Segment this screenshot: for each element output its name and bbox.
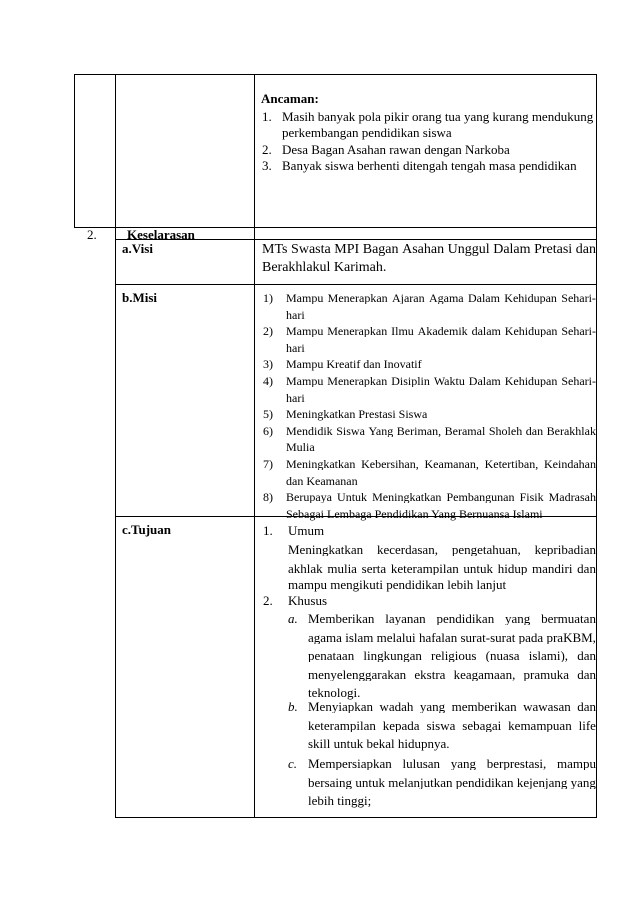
tujuan-khusus-item-1-letter: a. — [288, 611, 298, 626]
misi-item-7-text-cont: dan Keamanan — [286, 473, 358, 488]
tujuan-umum-line-3: mampu mengikuti pendidikan lebih lanjut — [288, 577, 507, 592]
ancaman-item-3-text: Banyak siswa berhenti ditengah tengah masa pendidikan — [282, 158, 577, 173]
misi-item-1-text-cont: hari — [286, 307, 305, 322]
table-top-border — [74, 74, 597, 75]
misi-item-4-text-cont: hari — [286, 390, 305, 405]
tujuan-umum-title: Umum — [288, 523, 325, 538]
tujuan-umum-num: 1. — [263, 523, 273, 538]
tujuan-label: c.Tujuan — [122, 522, 172, 537]
table-left-border — [74, 74, 75, 228]
misi-item-3-text: Mampu Kreatif dan Inovatif — [286, 357, 422, 372]
table-col1-border — [115, 74, 116, 818]
row-number: 2. — [87, 227, 97, 242]
table-col2-border — [254, 74, 255, 818]
misi-item-2-text-cont: hari — [286, 340, 305, 355]
tujuan-umum-line-1: Meningkatkan kecerdasan, pengetahuan, kepribadian — [288, 543, 596, 556]
tujuan-khusus-item-3-line-2: bersaing untuk melanjutkan pendidikan kejenjang yang — [308, 775, 596, 789]
ancaman-item-1-text: Masih banyak pola pikir orang tua yang kurang mendukung — [282, 109, 594, 124]
tujuan-umum-line-2: akhlak mulia serta keterampilan untuk hidup mandiri dan — [288, 562, 596, 575]
table-bottom-border — [115, 817, 597, 818]
tujuan-khusus-title: Khusus — [288, 593, 328, 608]
misi-item-7-num: 7) — [263, 457, 273, 471]
tujuan-khusus-item-1-line-1: Memberikan layanan pendidikan yang bermuatan — [308, 612, 596, 625]
ancaman-item-1-text-cont: perkembangan pendidikan siswa — [282, 125, 452, 140]
ancaman-item-3-num: 3. — [262, 158, 272, 173]
misi-item-7-text: Meningkatkan Kebersihan, Keamanan, Ketertiban, Keindahan — [286, 458, 596, 470]
misi-item-2-text: Mampu Menerapkan Ilmu Akademik dalam Kehidupan Sehari- — [286, 325, 596, 338]
tujuan-khusus-item-3-line-3: lebih tinggi; — [308, 793, 372, 809]
tujuan-khusus-item-3-line-1: Mempersiapkan lulusan yang berprestasi, mampu — [308, 757, 596, 770]
tujuan-khusus-item-1-line-5: teknologi. — [308, 685, 361, 701]
misi-item-1-num: 1) — [263, 291, 273, 305]
ancaman-item-1-num: 1. — [262, 109, 272, 124]
tujuan-khusus-item-1-line-4: menyelenggarakan ekstra keagamaan, pramuka dan — [308, 667, 596, 681]
ancaman-title: Ancaman: — [261, 91, 319, 106]
misi-item-5-text: Meningkatkan Prestasi Siswa — [286, 407, 428, 422]
visi-text-line1: MTs Swasta MPI Bagan Asahan Unggul Dalam Pretasi dan — [262, 243, 596, 257]
misi-item-6-num: 6) — [263, 423, 273, 438]
tujuan-khusus-item-2-line-3: skill untuk bekal hidupnya. — [308, 736, 450, 752]
misi-label: b.Misi — [122, 290, 158, 305]
misi-item-6-text-cont: Mulia — [286, 440, 315, 455]
misi-item-4-num: 4) — [263, 374, 273, 388]
misi-item-8-num: 8) — [263, 490, 273, 505]
misi-item-1-text: Mampu Menerapkan Ajaran Agama Dalam Kehidupan Sehari- — [286, 292, 596, 304]
tujuan-khusus-item-1-line-2: agama islam melalui hafalan surat-surat pada praKBM, — [308, 630, 596, 644]
tujuan-khusus-item-2-line-2: keterampilan kepada siswa sebagai kemampuan life — [308, 718, 596, 732]
misi-item-3-num: 3) — [263, 357, 273, 372]
misi-item-2-num: 2) — [263, 324, 273, 339]
misi-item-5-num: 5) — [263, 407, 273, 422]
misi-item-6-text: Mendidik Siswa Yang Beriman, Beramal Sholeh dan Berakhlak — [286, 424, 596, 437]
ancaman-item-2-num: 2. — [262, 142, 272, 157]
row-divider-visi — [115, 284, 597, 285]
tujuan-khusus-item-3-letter: c. — [288, 756, 298, 771]
visi-text-line2: Berakhlakul Karimah. — [262, 260, 387, 275]
misi-item-8-text: Berupaya Untuk Meningkatkan Pembangunan Fisik Madrasah — [286, 491, 596, 504]
tujuan-khusus-item-2-letter: b. — [288, 699, 298, 714]
tujuan-khusus-item-2-line-1: Menyiapkan wadah yang memberikan wawasan dan — [308, 700, 596, 713]
tujuan-khusus-num: 2. — [263, 593, 273, 608]
misi-item-8-text-cont: Sebagai Lembaga Pendidikan Yang Bernuansa Islami — [286, 506, 543, 521]
misi-item-4-text: Mampu Menerapkan Disiplin Waktu Dalam Kehidupan Sehari- — [286, 375, 596, 387]
visi-label: a.Visi — [122, 241, 153, 256]
table-right-border — [596, 74, 597, 818]
tujuan-khusus-item-1-line-3: penataan lingkungan religious (nuasa islami), dan — [308, 649, 596, 663]
ancaman-item-2-text: Desa Bagan Asahan rawan dengan Narkoba — [282, 142, 510, 157]
keselarasan-heading: Keselarasan — [127, 227, 195, 242]
